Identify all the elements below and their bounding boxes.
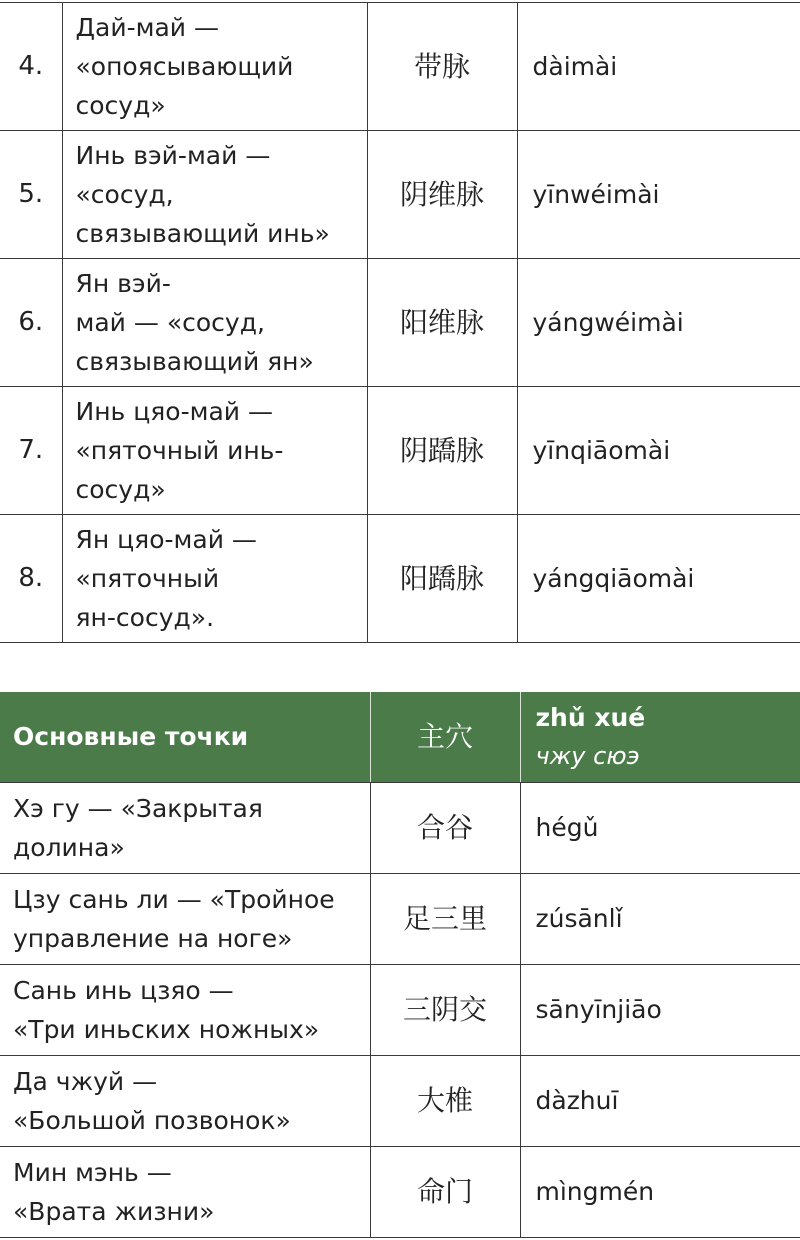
extraordinary-vessels-table	[0, 2, 800, 643]
vessel-name: Инь вэй-май — «сосуд, связывающий инь»	[62, 131, 367, 259]
vessel-name: Ян вэй- май — «сосуд, связывающий ян»	[62, 259, 367, 387]
header-pinyin: zhǔ xué	[535, 702, 646, 732]
point-hanzi: 命门	[370, 1146, 520, 1237]
vessel-hanzi: 阳蹻脉	[367, 515, 517, 643]
table-row	[0, 873, 800, 964]
header-pinyin-cell	[520, 692, 800, 782]
vessel-name: Дай-май — «опоясывающий сосуд»	[62, 3, 367, 131]
header-label: Основные точки	[0, 692, 370, 782]
table-row	[0, 387, 800, 515]
point-pinyin: sānyīnjiāo	[520, 964, 800, 1055]
point-pinyin: dàzhuī	[520, 1055, 800, 1146]
point-hanzi: 大椎	[370, 1055, 520, 1146]
table-row	[0, 782, 800, 873]
table-row	[0, 259, 800, 387]
header-transliteration: чжу сюэ	[535, 741, 640, 770]
row-number: 5.	[0, 131, 62, 259]
point-name: Да чжуй — «Большой позвонок»	[0, 1055, 370, 1146]
point-hanzi: 三阴交	[370, 964, 520, 1055]
table-row	[0, 1055, 800, 1146]
vessel-pinyin: yīnqiāomài	[517, 387, 800, 515]
header-hanzi: 主穴	[370, 692, 520, 782]
vessel-pinyin: yángqiāomài	[517, 515, 800, 643]
table-header-row	[0, 692, 800, 782]
vessel-hanzi: 阴维脉	[367, 131, 517, 259]
point-name: Мин мэнь — «Врата жизни»	[0, 1146, 370, 1237]
vessel-hanzi: 阳维脉	[367, 259, 517, 387]
table-row	[0, 1146, 800, 1237]
vessel-pinyin: dàimài	[517, 3, 800, 131]
vessel-name: Ян цяо-май — «пяточный ян-сосуд».	[62, 515, 367, 643]
table-row	[0, 964, 800, 1055]
row-number: 4.	[0, 3, 62, 131]
row-number: 7.	[0, 387, 62, 515]
table-row	[0, 131, 800, 259]
point-pinyin: mìngmén	[520, 1146, 800, 1237]
table-row	[0, 515, 800, 643]
vessel-pinyin: yángwéimài	[517, 259, 800, 387]
main-points-table	[0, 692, 800, 1238]
point-name: Хэ гу — «Закрытая долина»	[0, 782, 370, 873]
point-hanzi: 合谷	[370, 782, 520, 873]
point-name: Цзу сань ли — «Тройное управление на ноге»	[0, 873, 370, 964]
vessel-name: Инь цяо-май — «пяточный инь- сосуд»	[62, 387, 367, 515]
point-name: Сань инь цзяо — «Три иньских ножных»	[0, 964, 370, 1055]
point-hanzi: 足三里	[370, 873, 520, 964]
vessel-pinyin: yīnwéimài	[517, 131, 800, 259]
row-number: 8.	[0, 515, 62, 643]
point-pinyin: hégǔ	[520, 782, 800, 873]
table-row	[0, 3, 800, 131]
vessel-hanzi: 带脉	[367, 3, 517, 131]
point-pinyin: zúsānlǐ	[520, 873, 800, 964]
row-number: 6.	[0, 259, 62, 387]
vessel-hanzi: 阴蹻脉	[367, 387, 517, 515]
